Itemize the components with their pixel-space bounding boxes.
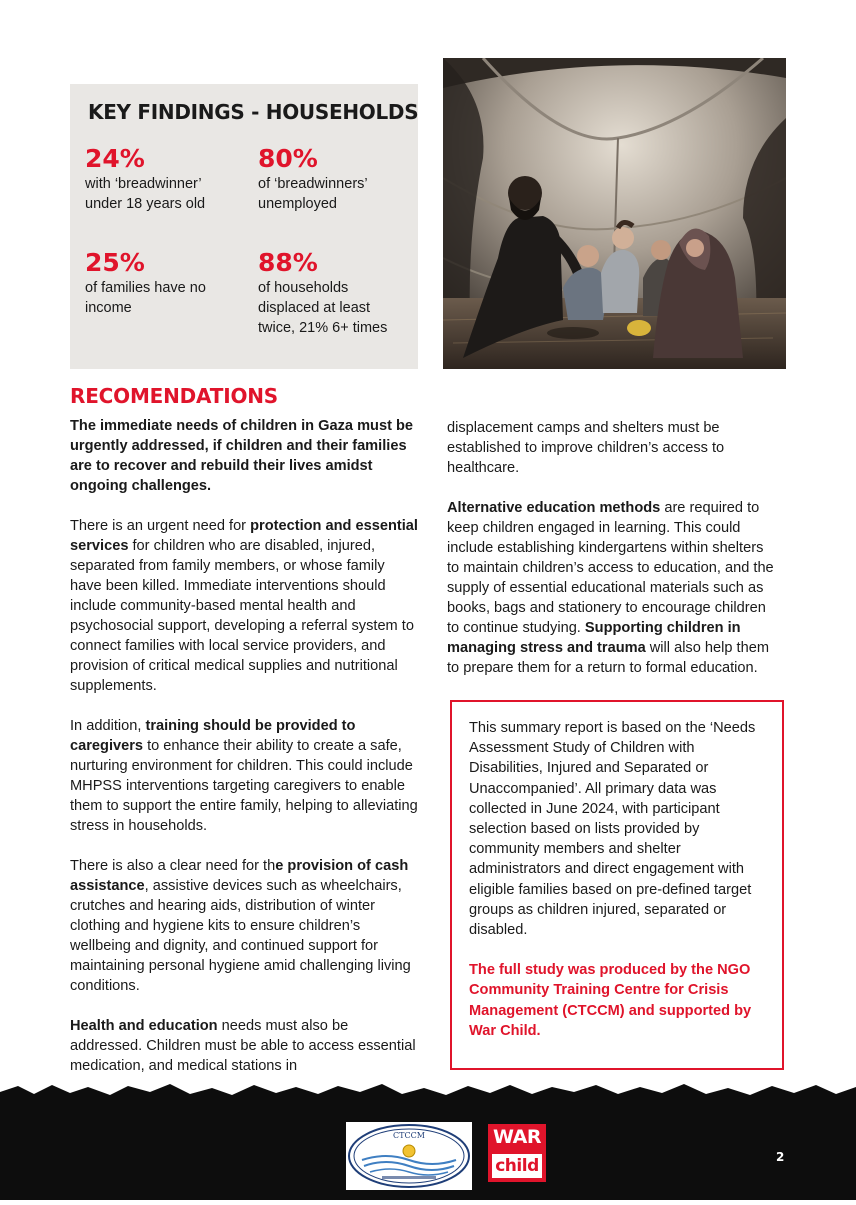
recommendation-protection: There is an urgent need for protection and essential services for children who are disabled, injured, separated from family members, or whose family have been killed. Immediate interventions should include community-based mental health and psychosocial support, developing a referral system to connect families with local service providers, and provision of critical medical supplies and nutritional supplements.: [70, 518, 418, 694]
key-findings-box: [70, 84, 418, 369]
war-child-logo: [488, 1124, 546, 1182]
key-findings-title: KEY FINDINGS - HOUSEHOLDS: [88, 100, 419, 124]
stat-description: with ‘breadwinner’ under 18 years old: [85, 176, 206, 212]
stat-breadwinners-unemployed: [258, 144, 408, 214]
ctccm-logo-graphic: [346, 1122, 472, 1190]
recommendation-health-education: Health and education needs must also be addressed. Children must be able to access essential medication, and medical stations in: [70, 1018, 416, 1074]
recommendations-intro: The immediate needs of children in Gaza must be urgently addressed, if children and their families are to recover and rebuild their lives amidst ongoing challenges.: [70, 418, 414, 494]
recommendation-health-continued: displacement camps and shelters must be established to improve children’s access to healthcare.: [447, 420, 725, 476]
stat-description: of households displaced at least twice, 21% 6+ times: [258, 280, 388, 336]
stat-value: 88%: [258, 248, 318, 277]
stat-value: 25%: [85, 248, 145, 277]
stat-description: of families have no income: [85, 280, 206, 316]
ctccm-logo: [346, 1122, 472, 1190]
stat-breadwinner-under-18: [85, 144, 235, 214]
recommendations-right-column: [447, 418, 777, 698]
photo-family-in-tent: [443, 58, 786, 369]
photo-illustration: [443, 58, 786, 369]
ctccm-logo-text: CTCCM: [393, 1131, 425, 1140]
stat-value: 80%: [258, 144, 318, 173]
war-child-logo-top: WAR: [493, 1126, 541, 1148]
page-number: 2: [776, 1150, 785, 1164]
callout-body: This summary report is based on the ‘Needs Assessment Study of Children with Disabilities, Injured and Separated or Unaccompanied’. All primary data was collected in June 2024, with participant selection based on lists provided by community members and shelter administrators and direct engagement with eligible families based on pre-defined target groups as children injured, separated or disabled.: [469, 720, 756, 939]
recommendation-alternative-education: Alternative education methods are required to keep children engaged in learning. This could include establishing kindergartens within shelters to maintain children’s access to education, and the supply of essential educational materials such as books, bags and stationery to encourage children to continue studying. Supporting children in managing stress and trauma will also help them to prepare them for a return to formal education.: [447, 500, 774, 676]
stat-value: 24%: [85, 144, 145, 173]
stat-households-displaced: [258, 248, 408, 338]
callout-credit: The full study was produced by the NGO Community Training Centre for Crisis Management (CTCCM) and supported by War Child.: [469, 962, 752, 1039]
recommendation-caregiver-training: In addition, training should be provided to caregivers to enhance their ability to create a safe, nurturing environment for children. This could include MHPSS interventions targeting caregivers to enable them to support the entire family, helping to alleviating stress in households.: [70, 718, 418, 834]
war-child-logo-bottom-panel: [492, 1154, 542, 1178]
war-child-logo-bottom: child: [495, 1156, 539, 1176]
recommendations-left-column: [70, 416, 420, 1076]
study-summary-callout: [450, 700, 784, 1070]
stat-families-no-income: [85, 248, 235, 318]
recommendations-title: RECOMENDATIONS: [70, 384, 279, 408]
stat-description: of ‘breadwinners’ unemployed: [258, 176, 368, 212]
recommendation-cash-assistance: There is also a clear need for the provision of cash assistance, assistive devices such as wheelchairs, crutches and hearing aids, distribution of winter clothing and hygiene kits to ensure children’s wellbeing and dignity, and continued support for maintaining personal hygiene amid challenging living conditions.: [70, 858, 411, 994]
